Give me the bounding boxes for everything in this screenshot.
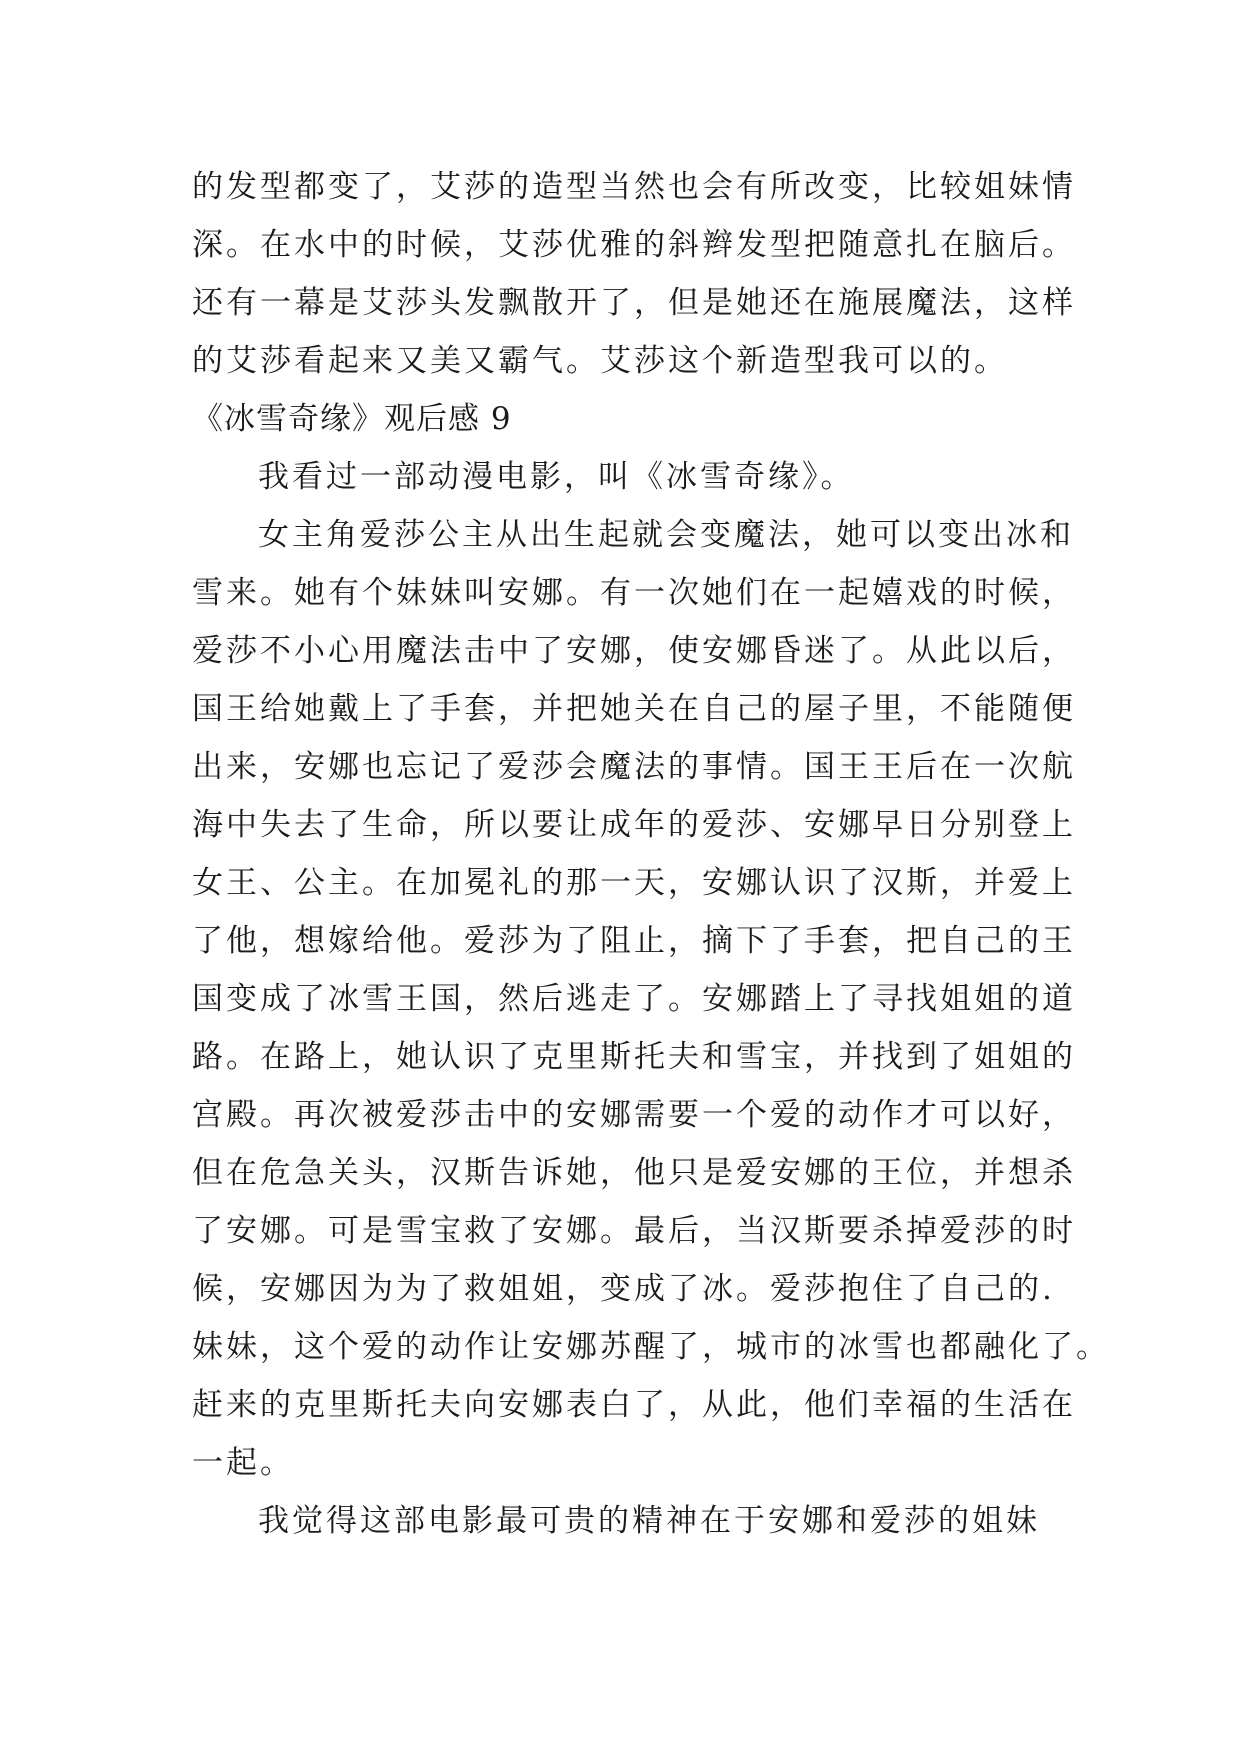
text-line: 我看过一部动漫电影，叫《冰雪奇缘》。 [258,459,855,495]
text-line: 但在危急关头，汉斯告诉她，他只是爱安娜的王位，并想杀 [192,1155,1076,1191]
text-line: 了安娜。可是雪宝救了安娜。最后，当汉斯要杀掉爱莎的时 [192,1213,1076,1249]
text-line: 出来，安娜也忘记了爱莎会魔法的事情。国王王后在一次航 [192,749,1076,785]
text-line: 赶来的克里斯托夫向安娜表白了，从此，他们幸福的生活在 [192,1387,1076,1423]
text-line: 爱莎不小心用魔法击中了安娜，使安娜昏迷了。从此以后， [192,633,1076,669]
text-line: 的发型都变了，艾莎的造型当然也会有所改变，比较姐妹情 [192,169,1076,205]
text-line: 国王给她戴上了手套，并把她关在自己的屋子里，不能随便 [192,691,1076,727]
paragraph-1 [192,448,1072,506]
continuation-paragraph [192,158,1076,390]
text-line: 候，安娜因为为了救姐姐，变成了冰。爱莎抱住了自己的. [192,1271,1055,1307]
paragraph-2 [192,506,1110,1492]
text-line: 国变成了冰雪王国，然后逃走了。安娜踏上了寻找姐姐的道 [192,981,1076,1017]
text-line: 深。在水中的时候，艾莎优雅的斜辫发型把随意扎在脑后。 [192,227,1076,263]
text-line: 了他，想嫁给他。爱莎为了阻止，摘下了手套，把自己的王 [192,923,1076,959]
text-line: 雪来。她有个妹妹叫安娜。有一次她们在一起嬉戏的时候， [192,575,1076,611]
text-line: 女主角爱莎公主从出生起就会变魔法，她可以变出冰和 [258,517,1074,553]
text-line: 一起。 [192,1445,294,1481]
text-line: 还有一幕是艾莎头发飘散开了，但是她还在施展魔法，这样 [192,285,1076,321]
paragraph-3 [192,1492,1072,1550]
text-line: 海中失去了生命，所以要让成年的爱莎、安娜早日分别登上 [192,807,1076,843]
text-line: 妹妹，这个爱的动作让安娜苏醒了，城市的冰雪也都融化了。 [192,1329,1110,1365]
text-line: 女王、公主。在加冕礼的那一天，安娜认识了汉斯，并爱上 [192,865,1076,901]
section-title: 《冰雪奇缘》观后感 9 [192,401,512,437]
text-line: 宫殿。再次被爱莎击中的安娜需要一个爱的动作才可以好， [192,1097,1076,1133]
text-line: 路。在路上，她认识了克里斯托夫和雪宝，并找到了姐姐的 [192,1039,1076,1075]
text-line: 我觉得这部电影最可贵的精神在于安娜和爱莎的姐妹 [258,1503,1040,1539]
text-line: 的艾莎看起来又美又霸气。艾莎这个新造型我可以的。 [192,343,1008,379]
document-body [192,158,1110,1550]
